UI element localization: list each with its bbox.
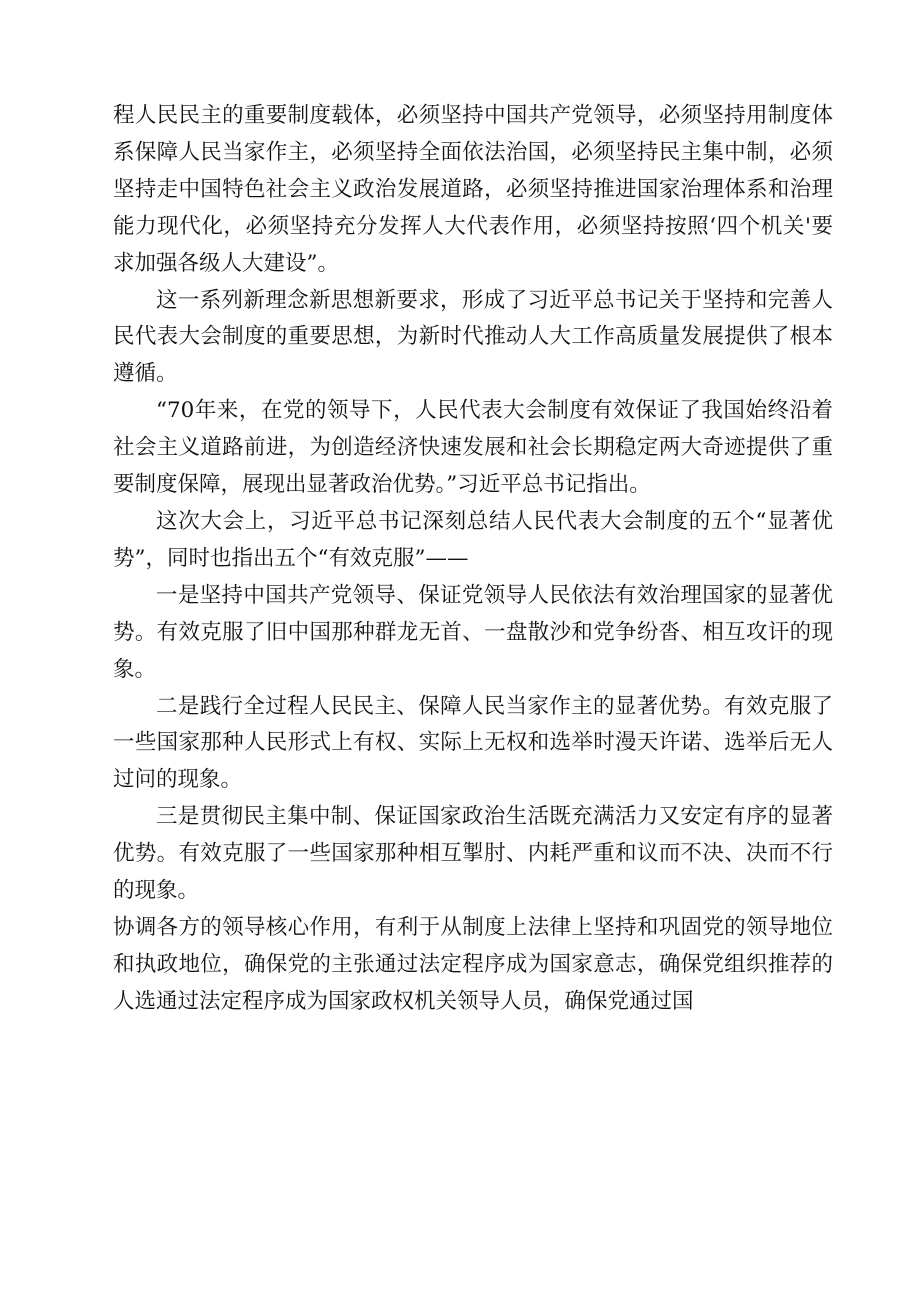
paragraph-leadership-core: 协调各方的领导核心作用，有利于从制度上法律上坚持和巩固党的领导地位和执政地位，确保党的主张通过法定程序成为国家意志，确保党组织推荐的人选通过法定程序成为国家政权机关领导人员，确保党通过国 bbox=[113, 914, 833, 1014]
paragraph-continuation: 程人民民主的重要制度载体，必须坚持中国共产党领导，必须坚持用制度体系保障人民当家作主，必须坚持全面依法治国，必须坚持民主集中制，必须坚持走中国特色社会主义政治发展道路，必须坚持推进国家治理体系和治理能力现代化，必须坚持充分发挥人大代表作用，必须坚持按照‘四个机关'要求加强各级人大建设”。 bbox=[113, 103, 833, 276]
paragraph-five-advantages: 这次大会上，习近平总书记深刻总结人民代表大会制度的五个“显著优势”，同时也指出五个“有效克服”—— bbox=[113, 508, 833, 571]
paragraph-advantage-one: 一是坚持中国共产党领导、保证党领导人民依法有效治理国家的显著优势。有效克服了旧中国那种群龙无首、一盘散沙和党争纷沓、相互攻讦的现象。 bbox=[113, 582, 833, 682]
paragraph-advantage-three: 三是贯彻民主集中制、保证国家政治生活既充满活力又安定有序的显著优势。有效克服了一些国家那种相互掣肘、内耗严重和议而不决、决而不行的现象。 bbox=[113, 804, 833, 904]
document-body bbox=[113, 98, 833, 1021]
paragraph-new-concepts: 这一系列新理念新思想新要求，形成了习近平总书记关于坚持和完善人民代表大会制度的重要思想，为新时代推动人大工作高质量发展提供了根本遵循。 bbox=[113, 287, 833, 387]
paragraph-advantage-two: 二是践行全过程人民民主、保障人民当家作主的显著优势。有效克服了一些国家那种人民形式上有权、实际上无权和选举时漫天许诺、选举后无人过问的现象。 bbox=[113, 693, 833, 793]
paragraph-quote-70-years: “70年来，在党的领导下，人民代表大会制度有效保证了我国始终沿着社会主义道路前进，为创造经济快速发展和社会长期稳定两大奇迹提供了重要制度保障，展现出显著政治优势。”习近平总书记指出。 bbox=[113, 398, 833, 498]
